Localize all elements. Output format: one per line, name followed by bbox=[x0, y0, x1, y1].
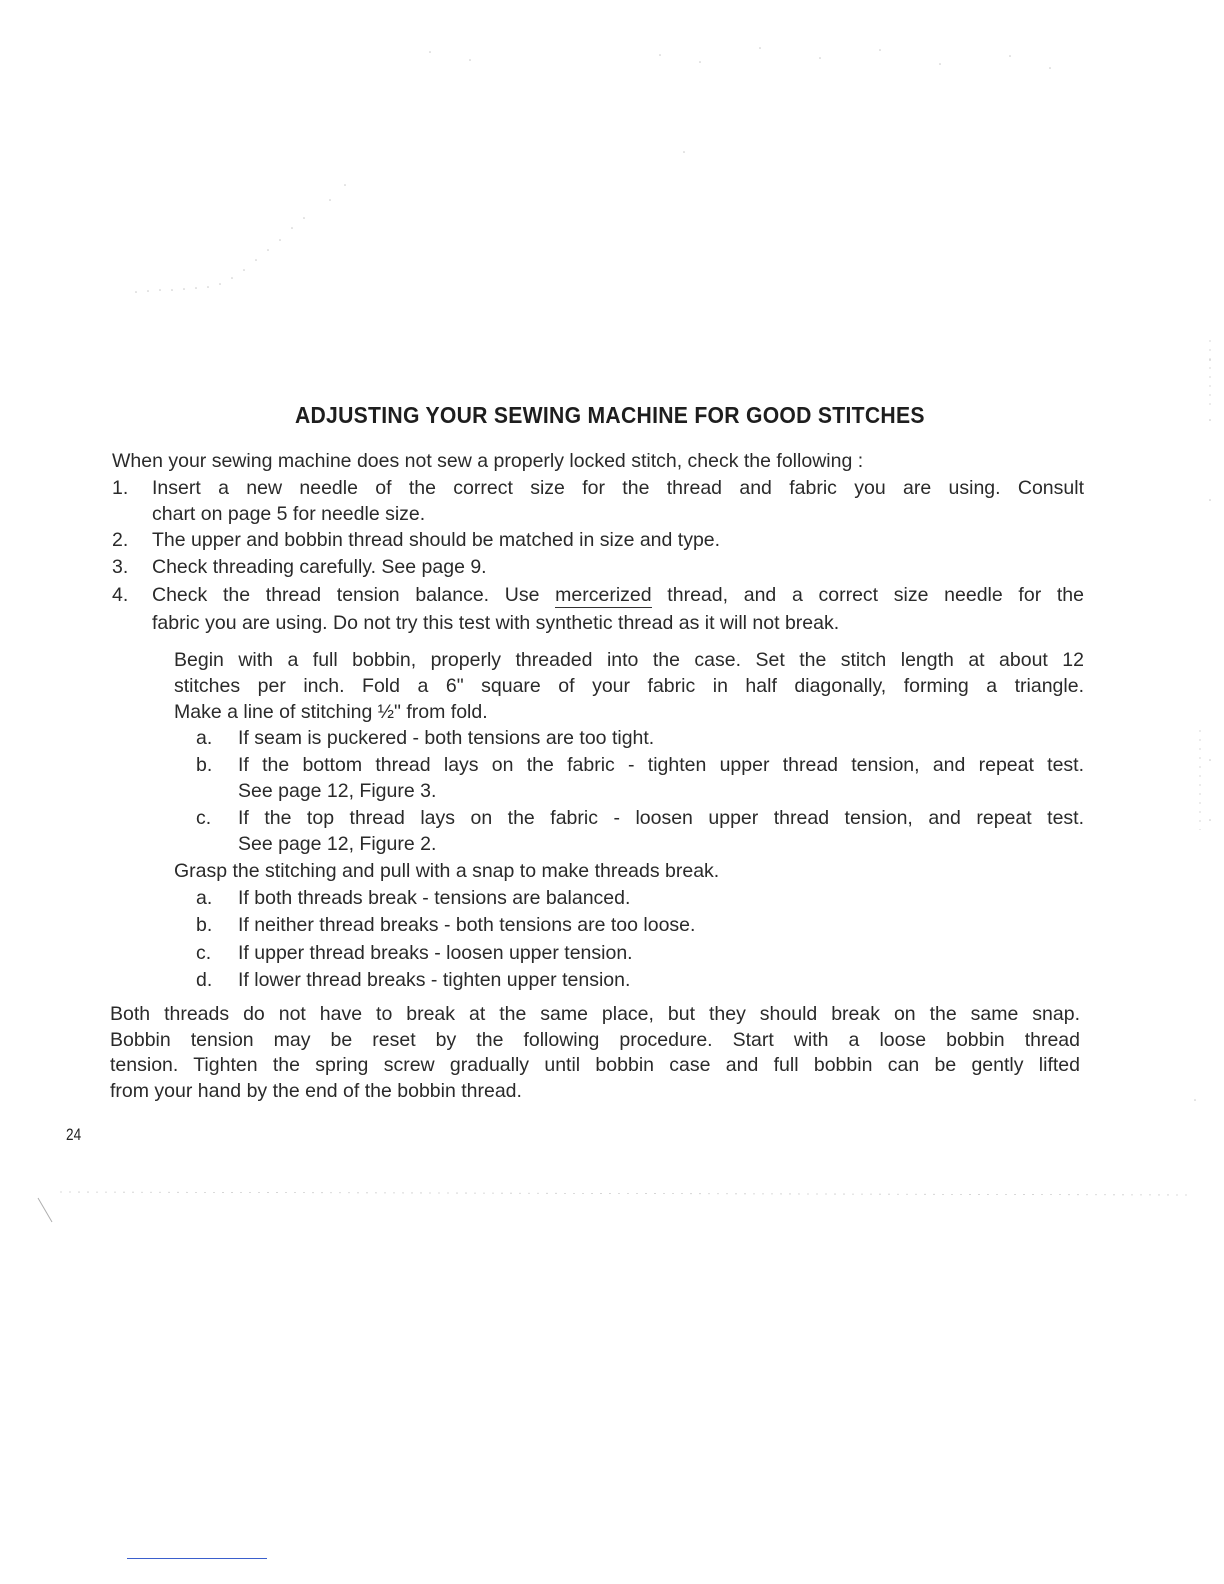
list-letter: a. bbox=[196, 887, 213, 909]
step-text bbox=[152, 582, 1084, 608]
step-number: 4. bbox=[112, 584, 129, 606]
list-letter: c. bbox=[196, 807, 212, 829]
paragraph-line: Bobbin tension may be reset by the following procedure. Start with a loose bobbin thread bbox=[110, 1028, 1080, 1051]
step-number: 3. bbox=[112, 556, 129, 578]
step-text: Check threading carefully. See page 9. bbox=[152, 556, 487, 578]
paragraph-line: Begin with a full bobbin, properly threaded into the case. Set the stitch length at about 12 bbox=[174, 649, 1084, 671]
step-text: fabric you are using. Do not try this test with synthetic thread as it will not break. bbox=[152, 612, 840, 634]
step-3 bbox=[112, 554, 487, 580]
break-check-c bbox=[196, 940, 633, 966]
step-1 bbox=[112, 475, 1084, 527]
underlined-word: mercerized bbox=[555, 584, 652, 606]
seam-check-c bbox=[196, 805, 1084, 857]
step-2 bbox=[112, 527, 720, 553]
list-letter: d. bbox=[196, 969, 213, 991]
paragraph-line: from your hand by the end of the bobbin thread. bbox=[110, 1079, 522, 1102]
footer-rule bbox=[127, 1558, 267, 1559]
step-text: The upper and bobbin thread should be matched in size and type. bbox=[152, 529, 721, 551]
list-text: If both threads break - tensions are balanced. bbox=[238, 887, 631, 909]
list-letter: b. bbox=[196, 754, 213, 776]
list-text: If neither thread breaks - both tensions are too loose. bbox=[238, 914, 696, 936]
list-letter: c. bbox=[196, 942, 212, 964]
step-4 bbox=[112, 582, 1084, 636]
list-text: If seam is puckered - both tensions are too tight. bbox=[238, 727, 655, 749]
test-intro bbox=[174, 647, 1084, 725]
list-text: If lower thread breaks - tighten upper tension. bbox=[238, 969, 631, 991]
break-check-d bbox=[196, 967, 630, 993]
step-text: chart on page 5 for needle size. bbox=[152, 503, 426, 525]
grasp-intro: Grasp the stitching and pull with a snap to make threads break. bbox=[174, 860, 720, 882]
step-text-part: thread, and a correct size needle for the bbox=[651, 584, 1084, 606]
step-text: Insert a new needle of the correct size for the thread and fabric you are using. Consult bbox=[152, 477, 1084, 499]
step-number: 2. bbox=[112, 529, 129, 551]
seam-check-a bbox=[196, 725, 654, 751]
paragraph-line: tension. Tighten the spring screw gradually until bobbin case and full bobbin can be gently lifted bbox=[110, 1054, 1080, 1076]
break-check-a bbox=[196, 885, 630, 911]
list-text: See page 12, Figure 2. bbox=[238, 833, 437, 855]
step-text-part: Check the thread tension balance. Use bbox=[152, 584, 556, 606]
paragraph-line: stitches per inch. Fold a 6" square of your fabric in half diagonally, forming a triangle. bbox=[174, 675, 1084, 697]
closing-paragraph bbox=[110, 1002, 1080, 1104]
list-text: If the top thread lays on the fabric - loosen upper thread tension, and repeat test. bbox=[238, 807, 1084, 829]
break-check-b bbox=[196, 912, 695, 938]
seam-check-b bbox=[196, 752, 1084, 804]
intro-text: When your sewing machine does not sew a properly locked stitch, check the following : bbox=[112, 450, 864, 472]
list-text: See page 12, Figure 3. bbox=[238, 780, 437, 802]
page-title: ADJUSTING YOUR SEWING MACHINE FOR GOOD STITCHES bbox=[294, 402, 925, 428]
list-letter: b. bbox=[196, 914, 213, 936]
page-number: 24 bbox=[66, 1125, 82, 1144]
list-text: If the bottom thread lays on the fabric - tighten upper thread tension, and repeat test. bbox=[238, 754, 1084, 776]
step-number: 1. bbox=[112, 477, 129, 499]
paragraph-line: Make a line of stitching ½" from fold. bbox=[174, 701, 488, 723]
paragraph-line: Both threads do not have to break at the same place, but they should break on the same snap. bbox=[110, 1003, 1080, 1025]
list-text: If upper thread breaks - loosen upper tension. bbox=[238, 942, 633, 964]
list-letter: a. bbox=[196, 727, 213, 749]
